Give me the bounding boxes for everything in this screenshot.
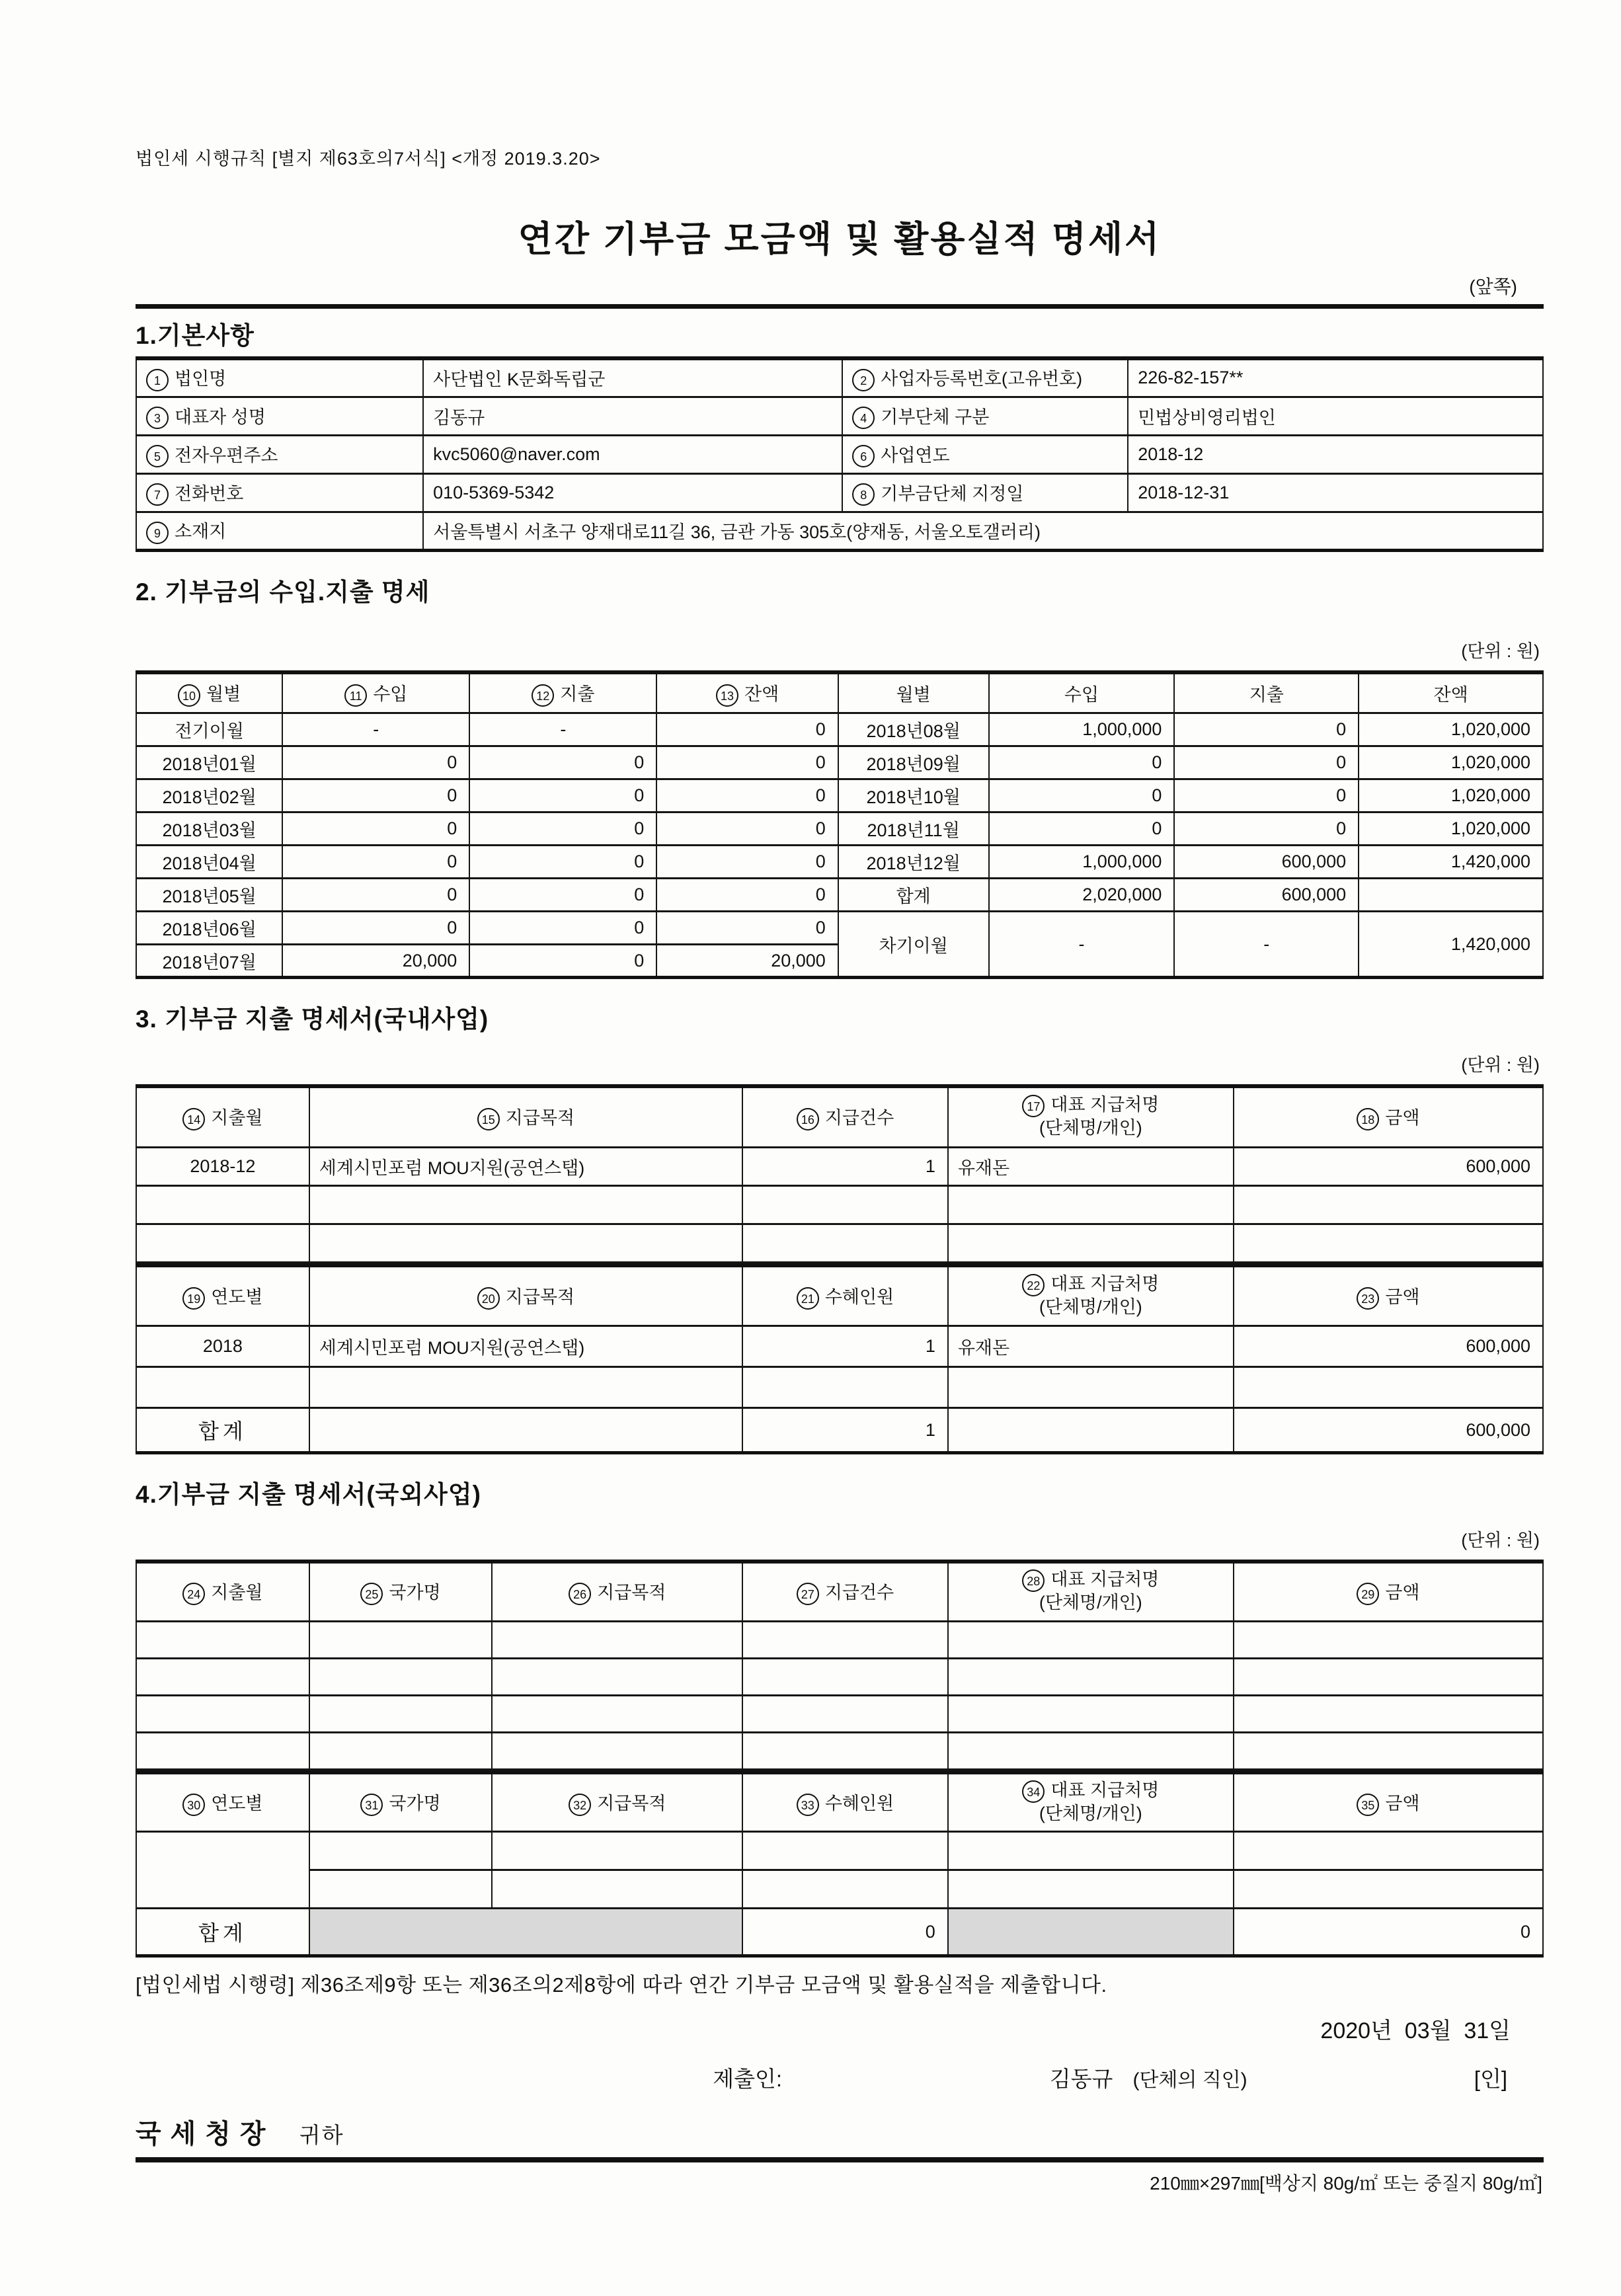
- empty-row: [136, 1732, 1543, 1769]
- amount-cell: 600,000: [1234, 1408, 1543, 1453]
- column-header: 10 월별: [136, 672, 282, 713]
- field-value: 226-82-157**: [1128, 358, 1543, 397]
- empty-cell: [136, 1832, 309, 1909]
- ledger-row: [136, 713, 1543, 746]
- amount-cell: 0: [282, 746, 469, 779]
- column-header: 월별: [838, 672, 989, 713]
- count-cell: 1: [742, 1326, 948, 1367]
- domestic-yearly-table: [136, 1263, 1544, 1455]
- circled-number: 12: [532, 684, 554, 707]
- empty-cell: [136, 1658, 309, 1695]
- empty-row: [136, 1695, 1543, 1732]
- field-label: 2 사업자등록번호(고유번호): [842, 358, 1128, 397]
- field-label: 6 사업연도: [842, 435, 1128, 473]
- amount-cell: 20,000: [656, 945, 838, 978]
- payee-cell: 유재돈: [948, 1147, 1234, 1185]
- empty-row: [136, 1367, 1543, 1408]
- recipient-suffix: 귀하: [299, 2123, 344, 2147]
- amount-cell: 0: [469, 912, 656, 945]
- amount-cell: 0: [656, 912, 838, 945]
- amount-cell: 0: [282, 912, 469, 945]
- amount-cell: 0: [989, 746, 1175, 779]
- empty-cell: [948, 1185, 1234, 1224]
- empty-cell: [1234, 1832, 1543, 1870]
- column-header: 32 지급목적: [492, 1772, 742, 1832]
- empty-cell: [742, 1621, 948, 1658]
- month-cell: 2018년03월: [136, 812, 282, 846]
- amount-cell: 1,420,000: [1359, 912, 1543, 978]
- paper-spec-note: 210㎜×297㎜[백상지 80g/㎡ 또는 중질지 80g/㎡]: [1150, 2173, 1542, 2194]
- field-value: 서울특별시 서초구 양재대로11길 36, 금관 가동 305호(양재동, 서울오토갤러리): [423, 512, 1543, 550]
- column-header: 33 수혜인원: [742, 1772, 948, 1832]
- circled-number: 18: [1357, 1108, 1379, 1130]
- amount-cell: 2,020,000: [989, 879, 1175, 912]
- empty-cell: [309, 1621, 493, 1658]
- table-row: [136, 435, 1543, 473]
- circled-number: 6: [852, 445, 875, 467]
- circled-number: 29: [1357, 1583, 1379, 1605]
- amount-cell: 1,420,000: [1359, 846, 1543, 879]
- empty-cell: [309, 1408, 742, 1453]
- amount-cell: 600,000: [1234, 1326, 1543, 1367]
- month-cell: 2018년02월: [136, 779, 282, 812]
- empty-cell: [136, 1224, 309, 1262]
- unit-label: (단위 : 원): [1461, 1530, 1540, 1550]
- seal-mark: [인]: [1474, 2067, 1507, 2091]
- empty-cell: [136, 1732, 309, 1769]
- circled-number: 21: [797, 1287, 819, 1310]
- circled-number: 9: [146, 522, 169, 544]
- field-label: 3 대표자 성명: [136, 397, 423, 435]
- circled-number: 7: [146, 483, 169, 506]
- amount-cell: 20,000: [282, 945, 469, 978]
- submitter-line: [136, 2062, 1544, 2093]
- column-header: 25 국가명: [309, 1562, 493, 1621]
- amount-cell: 0: [469, 746, 656, 779]
- column-header: 21 수혜인원: [742, 1265, 948, 1326]
- amount-cell: 0: [282, 812, 469, 846]
- circled-number: 28: [1022, 1569, 1045, 1592]
- circled-number: 8: [852, 483, 875, 506]
- shaded-cell: [948, 1909, 1234, 1956]
- amount-cell: 1,020,000: [1359, 746, 1543, 779]
- month-cell: 2018년12월: [838, 846, 989, 879]
- empty-cell: [309, 1224, 742, 1262]
- submitter-label: 제출인:: [713, 2067, 783, 2091]
- column-header: 17 대표 지급처명 (단체명/개인): [948, 1086, 1234, 1147]
- section4-heading: 4.기부금 지출 명세서(국외사업): [136, 1481, 481, 1508]
- amount-cell: 0: [469, 879, 656, 912]
- empty-cell: [948, 1732, 1234, 1769]
- column-header: 26 지급목적: [492, 1562, 742, 1621]
- section-divider: [136, 304, 1544, 309]
- column-header: 31 국가명: [309, 1772, 493, 1832]
- empty-cell: [948, 1224, 1234, 1262]
- declaration-text: [법인세법 시행령] 제36조제9항 또는 제36조의2제8항에 따라 연간 기부금 모금액 및 활용실적을 제출합니다.: [136, 1973, 1107, 1997]
- purpose-cell: 세계시민포럼 MOU지원(공연스탭): [309, 1147, 742, 1185]
- submitter-name: 김동규: [1049, 2067, 1113, 2091]
- circled-number: 16: [797, 1108, 819, 1130]
- month-cell: 2018년01월: [136, 746, 282, 779]
- month-cell: 2018년07월: [136, 945, 282, 978]
- amount-cell: 0: [656, 846, 838, 879]
- circled-number: 13: [716, 684, 738, 707]
- empty-cell: [492, 1870, 742, 1909]
- column-header: 24 지출월: [136, 1562, 309, 1621]
- table-row: [136, 1326, 1543, 1367]
- empty-cell: [309, 1832, 493, 1870]
- header-row: [136, 1086, 1543, 1147]
- empty-cell: [1234, 1732, 1543, 1769]
- overseas-monthly-table: [136, 1560, 1544, 1770]
- page-side-label: (앞쪽): [1469, 276, 1517, 297]
- column-header: 34 대표 지급처명 (단체명/개인): [948, 1772, 1234, 1832]
- amount-cell: 600,000: [1174, 879, 1359, 912]
- column-header: 30 연도별: [136, 1772, 309, 1832]
- empty-cell: [742, 1732, 948, 1769]
- column-header: 12 지출: [469, 672, 656, 713]
- empty-cell: [742, 1695, 948, 1732]
- empty-cell: [309, 1185, 742, 1224]
- empty-cell: [309, 1732, 493, 1769]
- column-header: 18 금액: [1234, 1086, 1543, 1147]
- field-value: 사단법인 K문화독립군: [423, 358, 842, 397]
- circled-number: 31: [360, 1794, 383, 1816]
- empty-cell: [492, 1695, 742, 1732]
- circled-number: 22: [1022, 1274, 1045, 1296]
- month-cell: 2018년09월: [838, 746, 989, 779]
- empty-cell: [948, 1695, 1234, 1732]
- month-cell: 2018년08월: [838, 713, 989, 746]
- amount-cell: 0: [1234, 1909, 1543, 1956]
- amount-cell: 0: [656, 779, 838, 812]
- empty-cell: [742, 1658, 948, 1695]
- header-row: [136, 1265, 1543, 1326]
- month-cell: 2018년04월: [136, 846, 282, 879]
- empty-row: [136, 1658, 1543, 1695]
- field-value: 민법상비영리법인: [1128, 397, 1543, 435]
- circled-number: 3: [146, 407, 169, 429]
- empty-cell: [1234, 1367, 1543, 1408]
- table-row: [136, 512, 1543, 550]
- amount-cell: 0: [282, 846, 469, 879]
- column-header: 19 연도별: [136, 1265, 309, 1326]
- column-header: 13 잔액: [656, 672, 838, 713]
- month-cell: 2018년06월: [136, 912, 282, 945]
- donation-ledger-table: [136, 670, 1544, 980]
- basic-info-table: [136, 356, 1544, 552]
- empty-cell: [1234, 1695, 1543, 1732]
- amount-cell: 0: [469, 812, 656, 846]
- column-header: 27 지급건수: [742, 1562, 948, 1621]
- empty-cell: [136, 1367, 309, 1408]
- table-row: [136, 397, 1543, 435]
- circled-number: 2: [852, 369, 875, 391]
- year-cell: 2018: [136, 1326, 309, 1367]
- header-row: [136, 1562, 1543, 1621]
- column-header: 20 지급목적: [309, 1265, 742, 1326]
- empty-cell: [492, 1621, 742, 1658]
- empty-row: [136, 1621, 1543, 1658]
- column-header: 14 지출월: [136, 1086, 309, 1147]
- empty-cell: [492, 1658, 742, 1695]
- total-label-cell: 합계: [838, 879, 989, 912]
- header-row: [136, 1772, 1543, 1832]
- shaded-cell: [309, 1909, 742, 1956]
- amount-cell: 0: [469, 779, 656, 812]
- empty-cell: [1234, 1870, 1543, 1909]
- recipient-line: [136, 2113, 1544, 2151]
- amount-cell: 0: [1174, 812, 1359, 846]
- submission-date: 2020년 03월 31일: [1320, 2018, 1511, 2043]
- circled-number: 10: [178, 684, 200, 707]
- count-cell: 1: [742, 1147, 948, 1185]
- field-value: 2018-12-31: [1128, 473, 1543, 512]
- amount-cell: 0: [282, 879, 469, 912]
- ledger-row: [136, 812, 1543, 846]
- bottom-divider: [136, 2157, 1544, 2162]
- field-label: 1 법인명: [136, 358, 423, 397]
- empty-cell: [309, 1870, 493, 1909]
- amount-cell: -: [282, 713, 469, 746]
- empty-row: [136, 1185, 1543, 1224]
- circled-number: 25: [360, 1583, 383, 1605]
- table-row: [136, 1147, 1543, 1185]
- column-header: 지출: [1174, 672, 1359, 713]
- circled-number: 32: [569, 1794, 591, 1816]
- empty-cell: [492, 1732, 742, 1769]
- ledger-row: [136, 779, 1543, 812]
- amount-cell: 1,000,000: [989, 846, 1175, 879]
- amount-cell: 1,000,000: [989, 713, 1175, 746]
- circled-number: 1: [146, 369, 169, 391]
- amount-cell: 0: [469, 846, 656, 879]
- field-label: 8 기부금단체 지정일: [842, 473, 1128, 512]
- domestic-monthly-table: [136, 1084, 1544, 1263]
- amount-cell: 0: [656, 746, 838, 779]
- month-cell: 2018년10월: [838, 779, 989, 812]
- circled-number: 26: [569, 1583, 591, 1605]
- amount-cell: 0: [1174, 746, 1359, 779]
- carryover-label-cell: 차기이월: [838, 912, 989, 978]
- circled-number: 33: [797, 1794, 819, 1816]
- circled-number: 27: [797, 1583, 819, 1605]
- month-cell: 2018-12: [136, 1147, 309, 1185]
- circled-number: 23: [1357, 1287, 1379, 1310]
- circled-number: 30: [182, 1794, 205, 1816]
- empty-cell: [136, 1695, 309, 1732]
- amount-cell: [1359, 879, 1543, 912]
- amount-cell: 0: [989, 779, 1175, 812]
- empty-cell: [492, 1832, 742, 1870]
- amount-cell: 0: [656, 713, 838, 746]
- field-value: 김동규: [423, 397, 842, 435]
- section1-heading: 1.기본사항: [136, 322, 255, 349]
- ledger-row: [136, 879, 1543, 912]
- count-cell: 0: [742, 1909, 948, 1956]
- empty-row: [136, 1832, 1543, 1870]
- empty-cell: [948, 1621, 1234, 1658]
- field-label: 4 기부단체 구분: [842, 397, 1128, 435]
- empty-cell: [948, 1367, 1234, 1408]
- column-header: 잔액: [1359, 672, 1543, 713]
- amount-cell: 0: [282, 779, 469, 812]
- amount-cell: 600,000: [1174, 846, 1359, 879]
- total-row: [136, 1909, 1543, 1956]
- section3-heading: 3. 기부금 지출 명세서(국내사업): [136, 1006, 489, 1033]
- ledger-row: [136, 746, 1543, 779]
- amount-cell: 0: [1174, 779, 1359, 812]
- month-cell: 전기이월: [136, 713, 282, 746]
- empty-cell: [309, 1367, 742, 1408]
- circled-number: 24: [182, 1583, 205, 1605]
- circled-number: 4: [852, 407, 875, 429]
- amount-cell: -: [989, 912, 1175, 978]
- circled-number: 14: [182, 1108, 205, 1130]
- column-header: 22 대표 지급처명 (단체명/개인): [948, 1265, 1234, 1326]
- total-label-cell: 합계: [136, 1909, 309, 1956]
- amount-cell: 0: [656, 879, 838, 912]
- overseas-yearly-table: [136, 1770, 1544, 1958]
- column-header: 수입: [989, 672, 1175, 713]
- amount-cell: -: [1174, 912, 1359, 978]
- field-label: 7 전화번호: [136, 473, 423, 512]
- header-row: [136, 672, 1543, 713]
- column-header: 35 금액: [1234, 1772, 1543, 1832]
- empty-cell: [742, 1870, 948, 1909]
- empty-cell: [948, 1408, 1234, 1453]
- circled-number: 19: [182, 1287, 205, 1310]
- unit-label: (단위 : 원): [1461, 641, 1540, 661]
- table-row: [136, 358, 1543, 397]
- field-value: 010-5369-5342: [423, 473, 842, 512]
- recipient-name: 국세청장: [136, 2119, 275, 2149]
- table-row: [136, 473, 1543, 512]
- column-header: 23 금액: [1234, 1265, 1543, 1326]
- empty-cell: [309, 1658, 493, 1695]
- circled-number: 5: [146, 445, 169, 467]
- purpose-cell: 세계시민포럼 MOU지원(공연스탭): [309, 1326, 742, 1367]
- empty-cell: [742, 1224, 948, 1262]
- total-row: [136, 1408, 1543, 1453]
- page-title: 연간 기부금 모금액 및 활용실적 명세서: [518, 219, 1162, 259]
- empty-cell: [136, 1185, 309, 1224]
- amount-cell: 600,000: [1234, 1147, 1543, 1185]
- empty-cell: [1234, 1621, 1543, 1658]
- total-label-cell: 합계: [136, 1408, 309, 1453]
- field-value: 2018-12: [1128, 435, 1543, 473]
- ledger-row: [136, 846, 1543, 879]
- circled-number: 11: [344, 684, 367, 707]
- field-label: 9 소재지: [136, 512, 423, 550]
- empty-cell: [1234, 1658, 1543, 1695]
- empty-row: [136, 1870, 1543, 1909]
- circled-number: 34: [1022, 1780, 1045, 1803]
- empty-cell: [1234, 1224, 1543, 1262]
- unit-label: (단위 : 원): [1461, 1055, 1540, 1075]
- count-cell: 1: [742, 1408, 948, 1453]
- payee-cell: 유재돈: [948, 1326, 1234, 1367]
- amount-cell: 0: [656, 812, 838, 846]
- column-header: 15 지급목적: [309, 1086, 742, 1147]
- empty-cell: [742, 1367, 948, 1408]
- amount-cell: 1,020,000: [1359, 713, 1543, 746]
- month-cell: 2018년05월: [136, 879, 282, 912]
- form-meta-line: 법인세 시행규칙 [별지 제63호의7서식] <개정 2019.3.20>: [136, 149, 601, 169]
- empty-cell: [948, 1832, 1234, 1870]
- ledger-row: [136, 912, 1543, 945]
- column-header: 28 대표 지급처명 (단체명/개인): [948, 1562, 1234, 1621]
- amount-cell: 1,020,000: [1359, 779, 1543, 812]
- amount-cell: 0: [989, 812, 1175, 846]
- circled-number: 35: [1357, 1794, 1379, 1816]
- empty-cell: [136, 1621, 309, 1658]
- submitter-suffix: (단체의 직인): [1132, 2069, 1247, 2091]
- amount-cell: 0: [1174, 713, 1359, 746]
- field-label: 5 전자우편주소: [136, 435, 423, 473]
- empty-cell: [742, 1185, 948, 1224]
- amount-cell: 1,020,000: [1359, 812, 1543, 846]
- empty-cell: [1234, 1185, 1543, 1224]
- circled-number: 20: [477, 1287, 500, 1310]
- empty-cell: [742, 1832, 948, 1870]
- empty-row: [136, 1224, 1543, 1262]
- section2-heading: 2. 기부금의 수입.지출 명세: [136, 578, 430, 606]
- column-header: 11 수입: [282, 672, 469, 713]
- month-cell: 2018년11월: [838, 812, 989, 846]
- empty-cell: [309, 1695, 493, 1732]
- empty-cell: [948, 1658, 1234, 1695]
- field-value: kvc5060@naver.com: [423, 435, 842, 473]
- amount-cell: -: [469, 713, 656, 746]
- column-header: 16 지급건수: [742, 1086, 948, 1147]
- empty-cell: [948, 1870, 1234, 1909]
- column-header: 29 금액: [1234, 1562, 1543, 1621]
- amount-cell: 0: [469, 945, 656, 978]
- circled-number: 15: [477, 1108, 500, 1130]
- circled-number: 17: [1022, 1095, 1045, 1117]
